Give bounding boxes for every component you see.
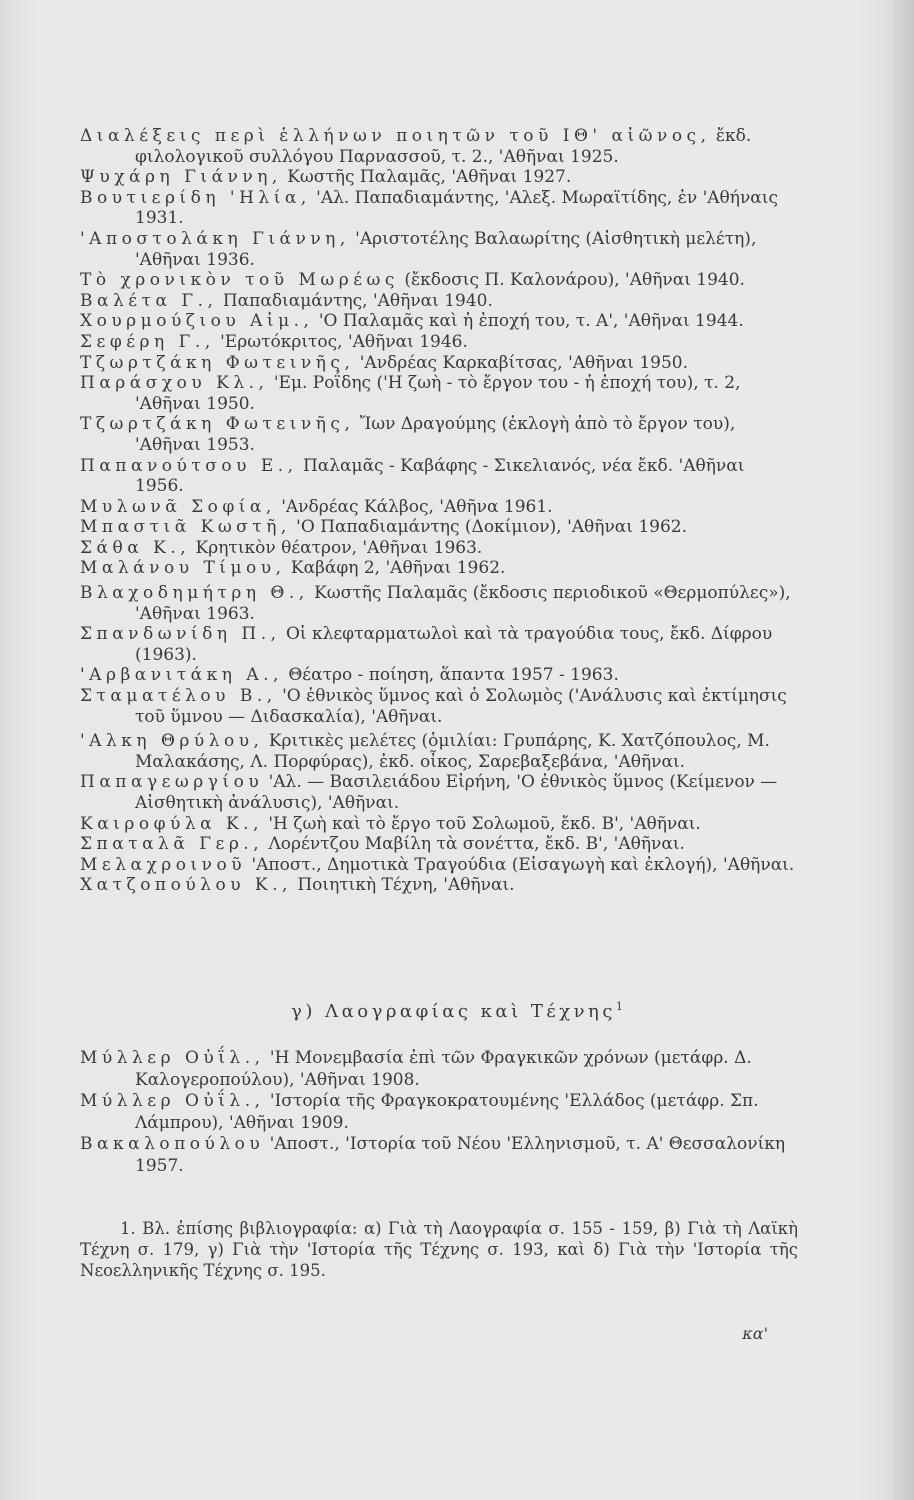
entry-details: 'Ο Παλαμᾶς καὶ ἡ ἐποχή του, τ. Α', 'Αθῆναι 1944. <box>313 311 744 332</box>
entry-details: (ἔκδοσις Π. Καλονάρου), 'Αθῆναι 1940. <box>398 270 745 291</box>
entry-details: 'Ανδρέας Καρκαβίτσας, 'Αθῆναι 1950. <box>354 352 688 373</box>
bibliography-entry <box>80 624 798 665</box>
section-heading <box>0 1000 914 1022</box>
bibliography-list-folklore <box>80 1048 798 1177</box>
bibliography-entry <box>80 373 798 414</box>
bibliography-entry <box>80 353 798 374</box>
entry-details: 'Ο ἐθνικὸς ὕμνος καὶ ὁ Σολωμὸς ('Ανάλυσις καὶ ἐκτίμησις τοῦ ὕμνου — Διδασκαλία), 'Αθῆναι. <box>135 686 787 727</box>
entry-author: Τζωρτζάκη Φωτεινῆς, <box>80 414 355 435</box>
entry-author: Σεφέρη Γ., <box>80 331 215 352</box>
entry-author: Μύλλερ Οὐΐλ., <box>80 1091 265 1111</box>
entry-details: 'Η ζωὴ καὶ τὸ ἔργο τοῦ Σολωμοῦ, ἔκδ. Β', 'Αθῆναι. <box>262 813 701 834</box>
entry-details: 'Αλ. Παπαδιαμάντης, 'Αλεξ. Μωραϊτίδης, ἐν 'Αθήναις 1931. <box>135 187 778 229</box>
bibliography-entry <box>80 229 798 270</box>
entry-details: Παπαδιαμάντης, 'Αθῆναι 1940. <box>217 290 493 311</box>
bibliography-entry <box>80 456 798 497</box>
entry-details: Κριτικὲς μελέτες (ὁμιλίαι: Γρυπάρης, Κ. Χατζόπουλος, Μ. Μαλακάσης, Λ. Πορφύρας), ἐκδ. οἶκος, Σαρεβαξεβάνα, 'Αθῆναι. <box>135 731 770 772</box>
entry-author: 'Αλκη Θρύλου, <box>80 731 264 752</box>
bibliography-entry <box>80 814 798 835</box>
entry-author: Βλαχοδημήτρη Θ., <box>80 583 309 604</box>
bibliography-entry <box>80 834 798 855</box>
bibliography-entry <box>80 1048 798 1091</box>
entry-author: Μελαχροινοῦ <box>80 854 247 875</box>
bibliography-entry <box>80 414 798 455</box>
bibliography-entry <box>80 855 798 876</box>
entry-author: Βουτιερίδη 'Ηλία, <box>80 187 311 208</box>
bibliography-entry <box>80 1134 798 1177</box>
entry-author: Σπανδωνίδη Π., <box>80 624 281 645</box>
entry-author: Χατζοπούλου Κ., <box>80 875 292 896</box>
bibliography-entry <box>80 311 798 332</box>
entry-author: Βακαλοπούλου <box>80 1134 265 1154</box>
bibliography-entry <box>80 558 798 579</box>
entry-details: 'Ιστορία τῆς Φραγκοκρατουμένης 'Ελλάδος (μετάφρ. Σπ. Λάμπρου), 'Αθῆναι 1909. <box>135 1091 759 1133</box>
entry-details: Ποιητικὴ Τέχνη, 'Αθῆναι. <box>291 875 515 896</box>
entry-details: 'Η Μονεμβασία ἐπὶ τῶν Φραγκικῶν χρόνων (μετάφρ. Δ. Καλογεροπούλου), 'Αθῆναι 1908. <box>135 1048 752 1090</box>
entry-details: Οἱ κλεφταρματωλοὶ καὶ τὰ τραγούδια τους, ἔκδ. Δίφρου (1963). <box>135 624 773 665</box>
entry-author: Χουρμούζιου Αἰμ., <box>80 311 314 332</box>
bibliography-entry <box>80 875 798 896</box>
bibliography-entry <box>80 188 798 229</box>
section-heading-text: γ) Λαογραφίας καὶ Τέχνης <box>291 1001 616 1022</box>
entry-details: 'Αποστ., Δημοτικὰ Τραγούδια (Εἰσαγωγὴ καὶ ἐκλογή), 'Αθῆναι. <box>246 854 795 875</box>
bibliography-entry <box>80 1091 798 1134</box>
entry-author: Μυλωνᾶ Σοφία, <box>80 496 276 517</box>
footnote-mark: 1 <box>615 1000 623 1013</box>
entry-details: 'Ο Παπαδιαμάντης (Δοκίμιον), 'Αθῆναι 1962. <box>290 517 687 538</box>
bibliography-entry <box>80 538 798 559</box>
bibliography-entry <box>80 270 798 291</box>
bibliography-entry <box>80 686 798 727</box>
entry-author: Σάθα Κ., <box>80 537 191 558</box>
entry-details: Θέατρο - ποίηση, ἅπαντα 1957 - 1963. <box>282 665 619 686</box>
entry-author: Ψυχάρη Γιάννη, <box>80 167 282 188</box>
entry-details: 'Εμ. Ροΐδης ('Η ζωὴ - τὸ ἔργον του - ἡ ἐποχή του), τ. 2, 'Αθῆναι 1950. <box>135 373 741 414</box>
entry-details: Κρητικὸν θέατρον, 'Αθῆναι 1963. <box>190 537 483 558</box>
entry-author: Βαλέτα Γ., <box>80 290 218 311</box>
entry-details: 'Ανδρέας Κάλβος, 'Αθῆνα 1961. <box>275 496 553 517</box>
entry-author: Σπαταλᾶ Γερ., <box>80 834 264 855</box>
entry-author: Σταματέλου Β., <box>80 686 277 707</box>
bibliography-entry <box>80 167 798 188</box>
entry-author: Καιροφύλα Κ., <box>80 813 263 834</box>
bibliography-list <box>80 126 798 896</box>
page-spine-edge <box>892 0 914 1500</box>
entry-author: Διαλέξεις περὶ ἑλλήνων ποιητῶν τοῦ ΙΘ' αἰῶνος, <box>80 126 711 146</box>
footnote: 1. Βλ. ἐπίσης βιβλιογραφία: α) Γιὰ τὴ Λαογραφία σ. 155 - 159, β) Γιὰ τὴ Λαϊκὴ Τέχνη σ. 179, γ) Γιὰ τὴν 'Ιστορία τῆς Τέχνης σ. 193, καὶ δ) Γιὰ τὴν 'Ιστορία τῆς Νεοελληνικῆς Τέχνης σ. 195. <box>80 1219 798 1280</box>
entry-author: Μπαστιᾶ Κωστῆ, <box>80 517 291 538</box>
entry-author: 'Αρβανιτάκη Α., <box>80 665 283 686</box>
bibliography-entry <box>80 291 798 312</box>
entry-details: 'Ερωτόκριτος, 'Αθῆναι 1946. <box>214 331 468 352</box>
bibliography-entry <box>80 665 798 686</box>
bibliography-entry <box>80 517 798 538</box>
entry-details: Καβάφη 2, 'Αθῆναι 1962. <box>285 558 506 579</box>
entry-details: Λορέντζου Μαβίλη τὰ σονέττα, ἔκδ. Β', 'Αθῆναι. <box>263 834 685 855</box>
catchword: κα' <box>742 1324 768 1343</box>
bibliography-entry <box>80 126 798 167</box>
entry-author: Παπανούτσου Ε., <box>80 455 298 476</box>
entry-author: Παράσχου Κλ., <box>80 373 269 394</box>
entry-author: Μύλλερ Οὐΐλ., <box>80 1048 265 1068</box>
bibliography-entry <box>80 332 798 353</box>
bibliography-entry <box>80 731 798 772</box>
entry-details: Ἴων Δραγούμης (ἐκλογὴ ἀπὸ τὸ ἔργον του), 'Αθῆναι 1953. <box>135 414 736 455</box>
entry-author: Τὸ χρονικὸν τοῦ Μωρέως <box>80 270 399 291</box>
bibliography-entry <box>80 772 798 813</box>
bibliography-entry <box>80 497 798 518</box>
entry-details: 'Αποστ., 'Ιστορία τοῦ Νέου 'Ελληνισμοῦ, τ. Α' Θεσσαλονίκη 1957. <box>135 1134 786 1176</box>
entry-details: ἔκδ. φιλολογικοῦ συλλόγου Παρνασσοῦ, τ. 2., 'Αθῆναι 1925. <box>135 126 752 167</box>
entry-author: 'Αποστολάκη Γιάννη, <box>80 228 350 249</box>
entry-author: Παπαγεωργίου <box>80 772 264 793</box>
entry-details: Παλαμᾶς - Καβάφης - Σικελιανός, νέα ἔκδ. 'Αθῆναι 1956. <box>135 455 745 497</box>
entry-details: Κωστῆς Παλαμᾶς, 'Αθῆναι 1927. <box>281 167 572 188</box>
entry-author: Μαλάνου Τίμου, <box>80 558 286 579</box>
entry-details: Κωστῆς Παλαμᾶς (ἔκδοσις περιοδικοῦ «Θερμοπύλες»), 'Αθῆναι 1963. <box>135 583 791 624</box>
entry-details: 'Αλ. — Βασιλειάδου Εἰρήνη, 'Ο ἐθνικὸς ὕμνος (Κείμενον — Αἰσθητικὴ ἀνάλυσις), 'Αθῆναι. <box>135 772 778 813</box>
entry-details: 'Αριστοτέλης Βαλαωρίτης (Αἰσθητικὴ μελέτη), 'Αθῆναι 1936. <box>135 228 757 270</box>
bibliography-entry <box>80 583 798 624</box>
entry-author: Τζωρτζάκη Φωτεινῆς, <box>80 352 355 373</box>
